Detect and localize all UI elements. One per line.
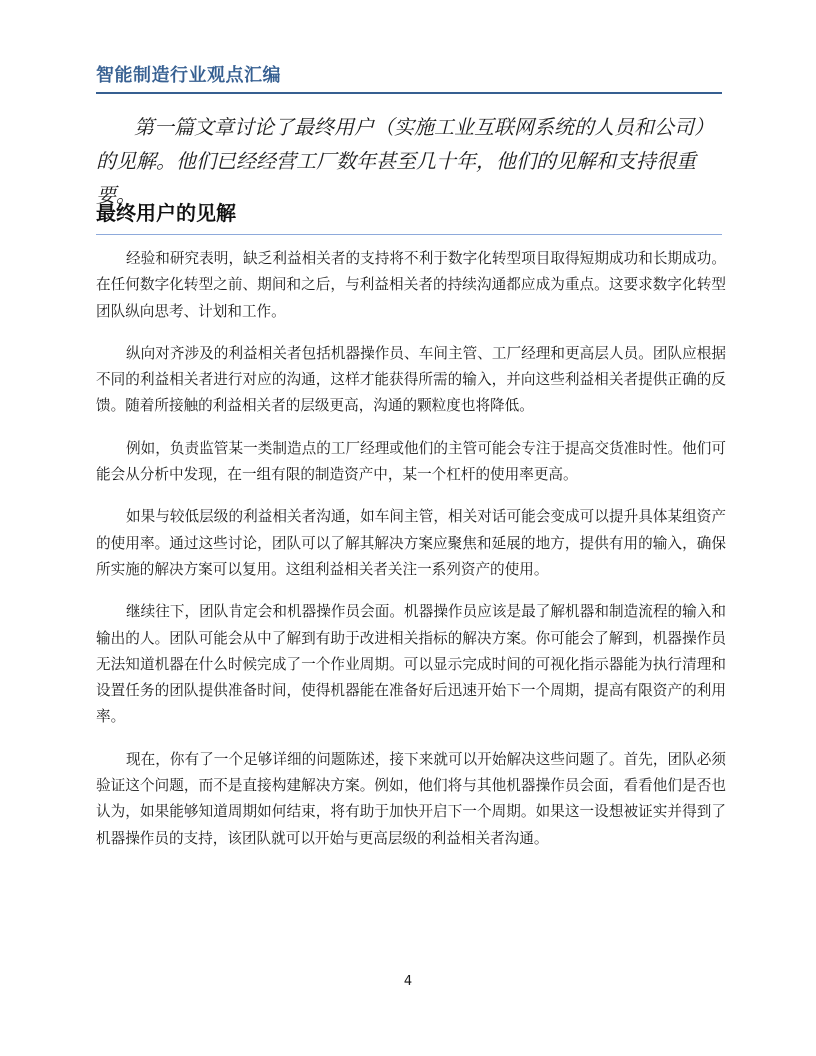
body-paragraph: 例如，负责监管某一类制造点的工厂经理或他们的主管可能会专注于提高交货准时性。他们可能会从分析中发现，在一组有限的制造资产中，某一个杠杆的使用率更高。	[96, 439, 726, 484]
intro-paragraph: 第一篇文章讨论了最终用户（实施工业互联网系统的人员和公司）的见解。他们已经经营工厂数年甚至几十年，他们的见解和支持很重要。	[96, 115, 714, 207]
body-text	[96, 246, 726, 868]
section-title: 最终用户的见解	[96, 201, 236, 225]
page-number: 4	[403, 974, 413, 989]
body-paragraph: 如果与较低层级的利益相关者沟通，如车间主管，相关对话可能会变成可以提升具体某组资产的使用率。通过这些讨论，团队可以了解其解决方案应聚焦和延展的地方，提供有用的输入，确保所实施的解决方案可以复用。这组利益相关者关注一系列资产的使用。	[96, 508, 726, 578]
body-paragraph: 经验和研究表明，缺乏利益相关者的支持将不利于数字化转型项目取得短期成功和长期成功。在任何数字化转型之前、期间和之后，与利益相关者的持续沟通都应成为重点。这要求数字化转型团队纵向思考、计划和工作。	[96, 250, 726, 320]
document-title: 智能制造行业观点汇编	[96, 65, 281, 86]
body-paragraph: 现在，你有了一个足够详细的问题陈述，接下来就可以开始解决这些问题了。首先，团队必须验证这个问题，而不是直接构建解决方案。例如，他们将与其他机器操作员会面，看看他们是否也认为，如果能够知道周期如何结束，将有助于加快开启下一个周期。如果这一设想被证实并得到了机器操作员的支持，该团队就可以开始与更高层级的利益相关者沟通。	[96, 750, 726, 847]
section-heading	[96, 196, 722, 235]
running-header	[96, 64, 722, 94]
body-paragraph: 纵向对齐涉及的利益相关者包括机器操作员、车间主管、工厂经理和更高层人员。团队应根据不同的利益相关者进行对应的沟通，这样才能获得所需的输入，并向这些利益相关者提供正确的反馈。随着所接触的利益相关者的层级更高，沟通的颗粒度也将降低。	[96, 344, 726, 415]
body-paragraph: 继续往下，团队肯定会和机器操作员会面。机器操作员应该是最了解机器和制造流程的输入和输出的人。团队可能会从中了解到有助于改进相关指标的解决方案。你可能会了解到，机器操作员无法知道机器在什么时候完成了一个作业周期。可以显示完成时间的可视化指示器能为执行清理和设置任务的团队提供准备时间，使得机器能在准备好后迅速开始下一个周期，提高有限资产的利用率。	[96, 603, 726, 726]
